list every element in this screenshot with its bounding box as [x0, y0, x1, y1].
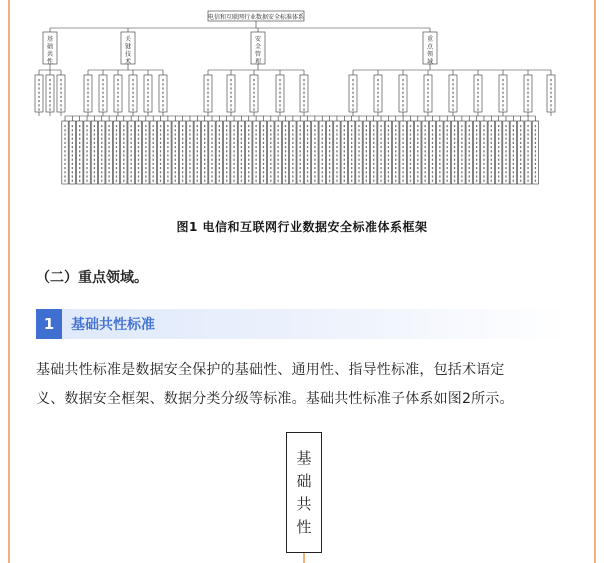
l1-node-label-char: 领 [426, 51, 434, 58]
left-frame-line [8, 0, 10, 563]
subsection-bar [62, 309, 568, 339]
subsection-number: 1 [36, 309, 62, 339]
figure2-connector [303, 553, 305, 563]
l1-node-label-char: 础 [46, 43, 54, 51]
paragraph-line: 基础共性标准是数据安全保护的基础性、通用性、指导性标准，包括术语定 [36, 362, 505, 378]
figure1-caption: 图1 电信和互联网行业数据安全标准体系框架 [176, 220, 428, 234]
figure2-root-char: 基 [296, 448, 312, 467]
l1-node-label [427, 35, 434, 66]
right-frame-line [594, 0, 596, 563]
diagram-root-label: 电信和互联网行业数据安全标准体系 [207, 14, 305, 21]
l1-node-label-char: 理 [254, 58, 262, 66]
l1-node-label-char: 术 [124, 58, 132, 66]
standards-system-diagram [28, 4, 576, 190]
l1-node-label-char: 基 [46, 36, 54, 43]
l1-node-label-char: 域 [426, 58, 434, 66]
section-heading: （二）重点领域。 [36, 270, 148, 286]
paragraph-line: 义、数据安全框架、数据分类分级等标准。基础共性标准子体系如图2所示。 [36, 391, 514, 407]
l1-node-label-char: 关 [124, 36, 132, 43]
body-paragraph [36, 356, 572, 414]
l1-node-label-char: 全 [254, 43, 262, 51]
l1-node-label-char: 技 [124, 51, 132, 58]
figure2-root-char: 础 [296, 471, 312, 490]
figure2-root-char: 共 [296, 494, 312, 513]
l1-node-label [255, 35, 261, 66]
figure2-root-box [286, 432, 322, 553]
l1-node-label [125, 35, 131, 66]
subsection-heading [36, 309, 568, 339]
l1-node-label-char: 共 [46, 51, 54, 58]
figure2-root-char: 性 [296, 517, 312, 536]
subsection-title: 基础共性标准 [71, 317, 155, 333]
l1-node-label-char: 管 [254, 51, 262, 58]
l1-node-label [47, 35, 53, 66]
l1-node-label-char: 性 [46, 58, 54, 66]
l1-node-label-char: 安 [254, 36, 262, 43]
l1-node-label-char: 点 [426, 43, 434, 51]
l1-node-label-char: 重 [426, 36, 434, 43]
l1-node-label-char: 键 [124, 43, 132, 51]
